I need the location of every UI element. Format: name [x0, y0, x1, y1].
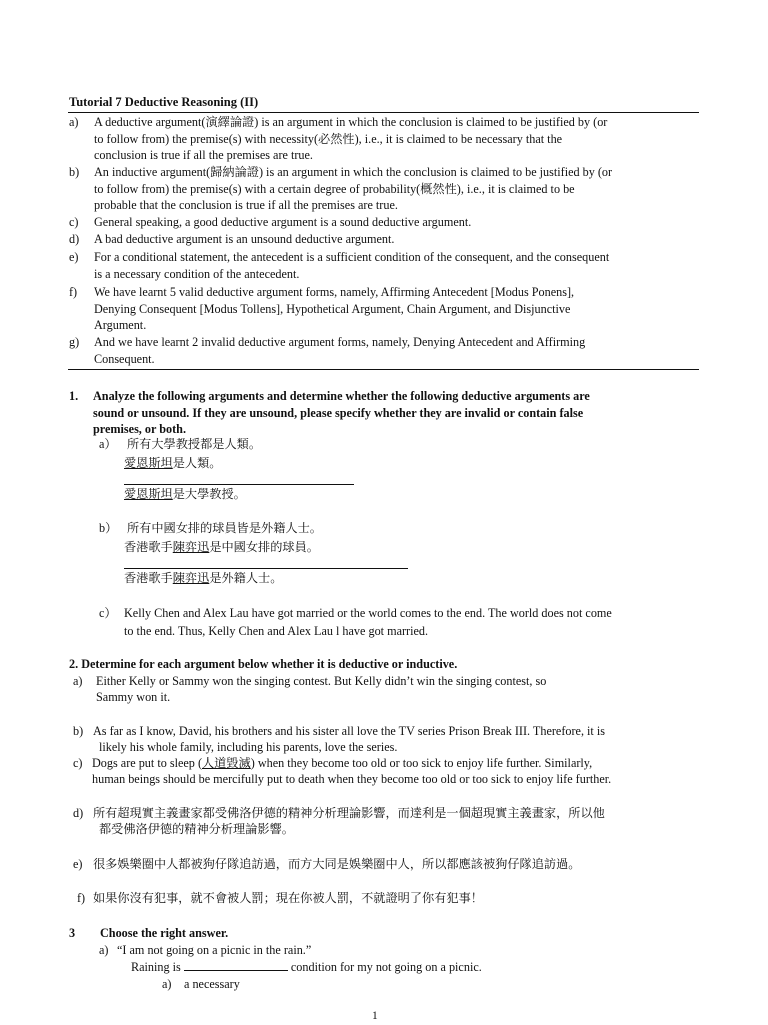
- argument-line: As far as I know, David, his brothers and his sister all love the TV series Prison Break III. Therefore, it is: [93, 724, 605, 738]
- underlined-name: 愛恩斯坦: [124, 456, 173, 470]
- question-2e: [73, 856, 581, 873]
- definition-line: to follow from) the premise(s) with necessity(必然性), i.e., it is claimed to be necessary that the: [94, 131, 563, 146]
- option-label: a): [162, 977, 172, 991]
- premise-text: 香港歌手: [124, 540, 173, 554]
- definition-line: probable that the conclusion is true if all the premises are true.: [94, 198, 398, 212]
- argument-line: 都受佛洛伊德的精神分析理論影響。: [99, 822, 294, 836]
- question-2a: [73, 673, 546, 690]
- definition-line: And we have learnt 2 invalid deductive argument forms, namely, Denying Antecedent and Affirming: [94, 335, 586, 349]
- argument-line: human beings should be mercifully put to death when they become too old or too sick to enjoy life further.: [92, 772, 612, 786]
- definition-label: g): [69, 335, 80, 349]
- item-label: a）: [99, 437, 117, 451]
- conclusion: [124, 570, 282, 587]
- definition-label: b): [69, 165, 80, 179]
- page-title: Tutorial 7 Deductive Reasoning (II): [69, 95, 259, 109]
- answer-blank[interactable]: [184, 959, 288, 971]
- sentence-text: Raining is: [131, 960, 181, 974]
- definition-a: [69, 114, 701, 164]
- item-label: c): [73, 756, 83, 770]
- underlined-name: 陳弈迅: [172, 540, 210, 554]
- answer-option-a[interactable]: [162, 976, 240, 993]
- question-1a: [99, 436, 261, 453]
- argument-line: Either Kelly or Sammy won the singing contest. But Kelly didn’t win the singing contest, so: [96, 674, 547, 688]
- fill-in-sentence: [131, 959, 482, 976]
- definition-line: Denying Consequent [Modus Tollens], Hypothetical Argument, Chain Argument, and Disjunctive: [94, 301, 571, 316]
- item-label: a): [99, 943, 109, 957]
- question-1b: [99, 520, 322, 537]
- argument-line: likely his whole family, including his parents, love the series.: [99, 740, 398, 754]
- underlined-name: 陳弈迅: [172, 571, 210, 585]
- definition-label: f): [69, 285, 78, 299]
- question-number: 1.: [69, 389, 79, 403]
- question-3-heading: Choose the right answer.: [100, 926, 229, 940]
- definition-label: d): [69, 232, 80, 246]
- question-1c: [99, 605, 703, 622]
- conclusion-text: 香港歌手: [124, 571, 173, 585]
- item-label: e): [73, 857, 83, 871]
- question-number: 3: [69, 926, 76, 940]
- argument-text: ) when they become too old or too sick to enjoy life further. Similarly,: [250, 756, 593, 770]
- underlined-term: 人道毀滅: [202, 756, 251, 770]
- item-label: b）: [99, 521, 118, 535]
- argument-line: 很多娛樂圈中人都被狗仔隊追訪過，而方大同是娛樂圈中人，所以都應該被狗仔隊追訪過。: [93, 857, 581, 871]
- definition-e: [69, 249, 701, 282]
- question-2f: [77, 890, 483, 907]
- question-2b: [73, 723, 705, 740]
- definition-b: [69, 164, 701, 214]
- top-rule: [68, 112, 699, 113]
- option-text: a necessary: [184, 977, 240, 991]
- underlined-name: 愛恩斯坦: [124, 487, 173, 501]
- definition-line: to follow from) the premise(s) with a certain degree of probability(概然性), i.e., it is claimed to be: [94, 181, 575, 196]
- definition-c: [69, 214, 701, 231]
- bottom-rule: [68, 369, 699, 370]
- argument-line: 如果你沒有犯事，就不會被人罰；現在你被人罰，不就證明了你有犯事！: [93, 891, 483, 905]
- question-3a: [99, 942, 311, 959]
- argument-line: Sammy won it.: [96, 690, 171, 704]
- argument-line: to the end. Thus, Kelly Chen and Alex Lau l have got married.: [124, 624, 429, 638]
- conclusion-line: [124, 484, 354, 485]
- quoted-statement: “I am not going on a picnic in the rain.”: [117, 943, 312, 957]
- definition-line: A bad deductive argument is an unsound deductive argument.: [94, 232, 395, 246]
- question-2-heading: 2. Determine for each argument below whether it is deductive or inductive.: [69, 657, 458, 671]
- premise-text: 是中國女排的球員。: [209, 540, 319, 554]
- item-label: f): [77, 891, 86, 905]
- definition-line: A deductive argument(演繹論證) is an argument in which the conclusion is claimed to be justified by (or: [94, 115, 608, 129]
- page-number: 1: [372, 1010, 378, 1022]
- item-label: c）: [99, 606, 117, 620]
- sentence-text: condition for my not going on a picnic.: [290, 960, 482, 974]
- question-heading-line: sound or unsound. If they are unsound, please specify whether they are invalid or contain false: [93, 405, 584, 420]
- item-label: d): [73, 806, 84, 820]
- argument-text: Dogs are put to sleep (: [92, 756, 202, 770]
- definition-label: e): [69, 250, 79, 264]
- definition-line: We have learnt 5 valid deductive argument forms, namely, Affirming Antecedent [Modus Ponens],: [94, 285, 575, 299]
- definition-line: Argument.: [94, 318, 147, 332]
- premise-2: [124, 539, 319, 556]
- question-heading-line: Analyze the following arguments and determine whether the following deductive arguments are: [93, 389, 590, 403]
- definition-f: [69, 284, 701, 334]
- item-label: b): [73, 724, 84, 738]
- premise-1: 所有中國女排的球員皆是外籍人士。: [127, 521, 322, 535]
- premise-text: 是人類。: [172, 456, 222, 470]
- conclusion: [124, 486, 246, 503]
- definition-d: [69, 231, 701, 248]
- definition-line: is a necessary condition of the antecedent.: [94, 266, 300, 281]
- definition-line: General speaking, a good deductive argument is a sound deductive argument.: [94, 215, 472, 229]
- question-2c: [73, 755, 705, 772]
- argument-line: 所有超現實主義畫家都受佛洛伊德的精神分析理論影響，而達利是一個超現實主義畫家，所以他: [93, 806, 605, 820]
- argument-line: Kelly Chen and Alex Lau have got married or the world comes to the end. The world does not come: [124, 606, 612, 620]
- question-1-heading: [69, 388, 701, 438]
- definition-line: conclusion is true if all the premises are true.: [94, 148, 313, 162]
- definition-label: c): [69, 215, 79, 229]
- conclusion-text: 是大學教授。: [172, 487, 246, 501]
- conclusion-line: [124, 568, 408, 569]
- question-heading-line: premises, or both.: [93, 422, 186, 436]
- definition-line: Consequent.: [94, 351, 155, 366]
- definition-label: a): [69, 115, 79, 129]
- definition-g: [69, 334, 701, 367]
- item-label: a): [73, 674, 83, 688]
- question-2d: [73, 805, 605, 822]
- premise-1: 所有大學教授都是人類。: [127, 437, 262, 451]
- premise-2: [124, 455, 222, 472]
- conclusion-text: 是外籍人士。: [209, 571, 283, 585]
- definition-line: An inductive argument(歸納論證) is an argument in which the conclusion is claimed to be justified by (or: [94, 165, 613, 179]
- definition-line: For a conditional statement, the antecedent is a sufficient condition of the consequent, and the consequent: [94, 250, 610, 264]
- argument-line: [92, 755, 592, 772]
